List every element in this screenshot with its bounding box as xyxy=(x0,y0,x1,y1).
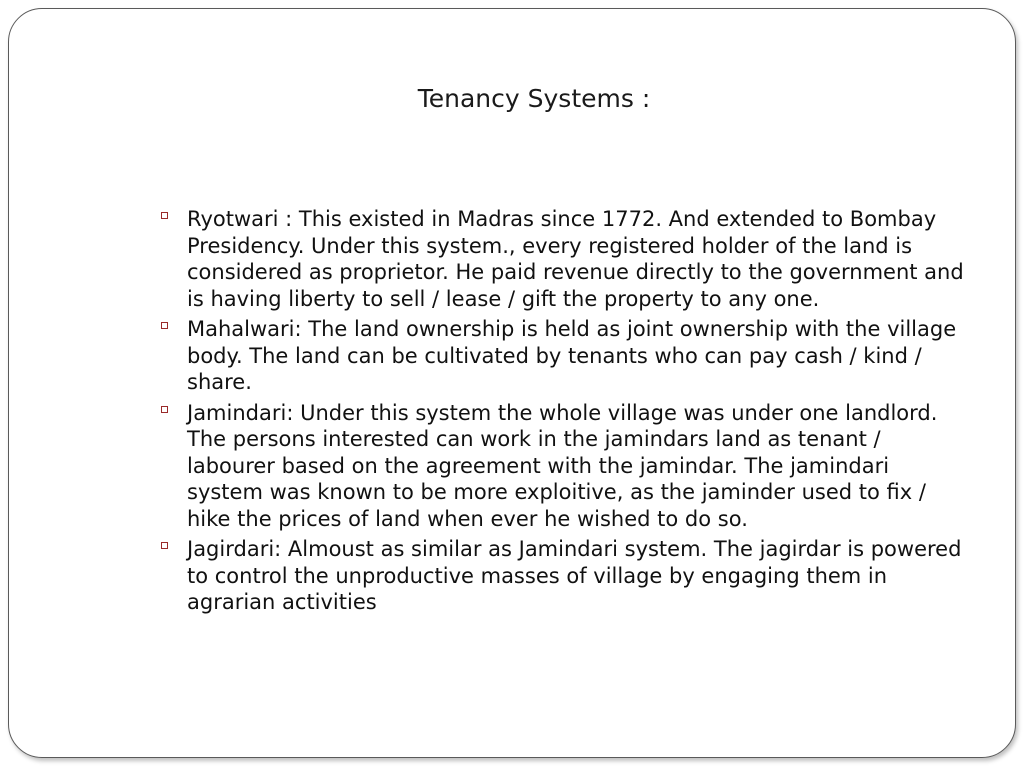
bullet-text: Ryotwari : This existed in Madras since 1772. And extended to Bombay Presidency. Under this system., every registered holder of the land is considered as proprietor. He paid revenue directly to the government and is having liberty to sell / lease / gift the property to any one. xyxy=(187,207,964,311)
bullet-text: Jamindari: Under this system the whole village was under one landlord. The persons interested can work in the jamindars land as tenant / labourer based on the agreement with the jamindar. The jamindari system was known to be more exploitive, as the jaminder used to fix / hike the prices of land when ever he wished to do so. xyxy=(187,400,938,531)
bullet-item-mahalwari xyxy=(160,316,970,396)
hollow-square-icon xyxy=(161,406,168,413)
hollow-square-icon xyxy=(161,322,168,329)
bullet-item-ryotwari xyxy=(160,206,970,312)
bullet-item-jagirdari xyxy=(160,536,970,616)
bullet-text: Mahalwari: The land ownership is held as joint ownership with the village body. The land can be cultivated by tenants who can pay cash / kind / share. xyxy=(187,317,957,394)
bullet-text: Jagirdari: Almoust as similar as Jamindari system. The jagirdar is powered to control the unproductive masses of village by engaging them in agrarian activities xyxy=(187,537,962,614)
slide-title: Tenancy Systems : xyxy=(417,84,651,113)
hollow-square-icon xyxy=(161,212,168,219)
bullet-list xyxy=(160,206,970,620)
bullet-item-jamindari xyxy=(160,400,970,533)
hollow-square-icon xyxy=(161,542,168,549)
